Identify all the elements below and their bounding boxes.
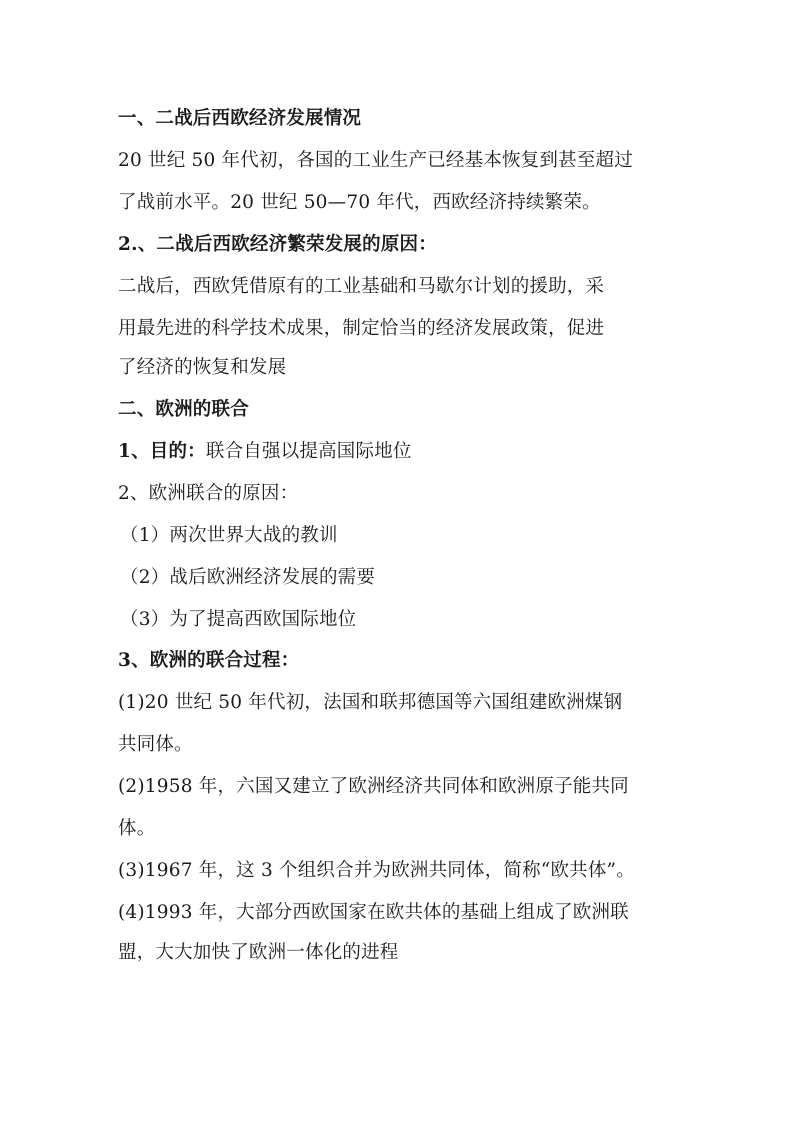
section1-paragraph-line-1: 20 世纪 50 年代初，各国的工业生产已经基本恢复到甚至超过 [118,150,633,171]
purpose-label: 1、目的： [118,441,206,462]
process-heading: 3、欧洲的联合过程： [118,650,300,671]
purpose-line [118,439,718,465]
process-item-2-line-2: 体。 [118,818,156,839]
process-item-1-line-2: 共同体。 [118,734,193,755]
section1-heading: 一、二战后西欧经济发展情况 [118,108,362,129]
purpose-text: 联合自强以提高国际地位 [205,441,412,462]
process-item-3-line-1: (3)1967 年，这 3 个组织合并为欧洲共同体，简称“欧共体”。 [118,860,635,881]
reasons-heading: 2.、二战后西欧经济繁荣发展的原因： [118,234,437,255]
causes-heading: 2、欧洲联合的原因： [118,483,299,504]
cause-item-2: （2）战后欧洲经济发展的需要 [120,567,376,588]
section2-heading: 二、欧洲的联合 [118,399,249,420]
cause-item-1: （1）两次世界大战的教训 [120,525,338,546]
reasons-line-2: 用最先进的科学技术成果，制定恰当的经济发展政策，促进 [118,318,605,339]
process-item-4-line-2: 盟，大大加快了欧洲一体化的进程 [118,942,399,963]
reasons-line-1: 二战后，西欧凭借原有的工业基础和马歇尔计划的援助，采 [118,276,605,297]
process-item-4-line-1: (4)1993 年，大部分西欧国家在欧共体的基础上组成了欧洲联 [118,902,629,923]
reasons-line-3: 了经济的恢复和发展 [118,357,287,378]
process-item-2-line-1: (2)1958 年，六国又建立了欧洲经济共同体和欧洲原子能共同 [118,776,629,797]
section1-paragraph-line-2: 了战前水平。20 世纪 50—70 年代，西欧经济持续繁荣。 [118,192,601,213]
cause-item-3: （3）为了提高西欧国际地位 [120,609,357,630]
process-item-1-line-1: (1)20 世纪 50 年代初，法国和联邦德国等六国组建欧洲煤钢 [118,692,623,713]
